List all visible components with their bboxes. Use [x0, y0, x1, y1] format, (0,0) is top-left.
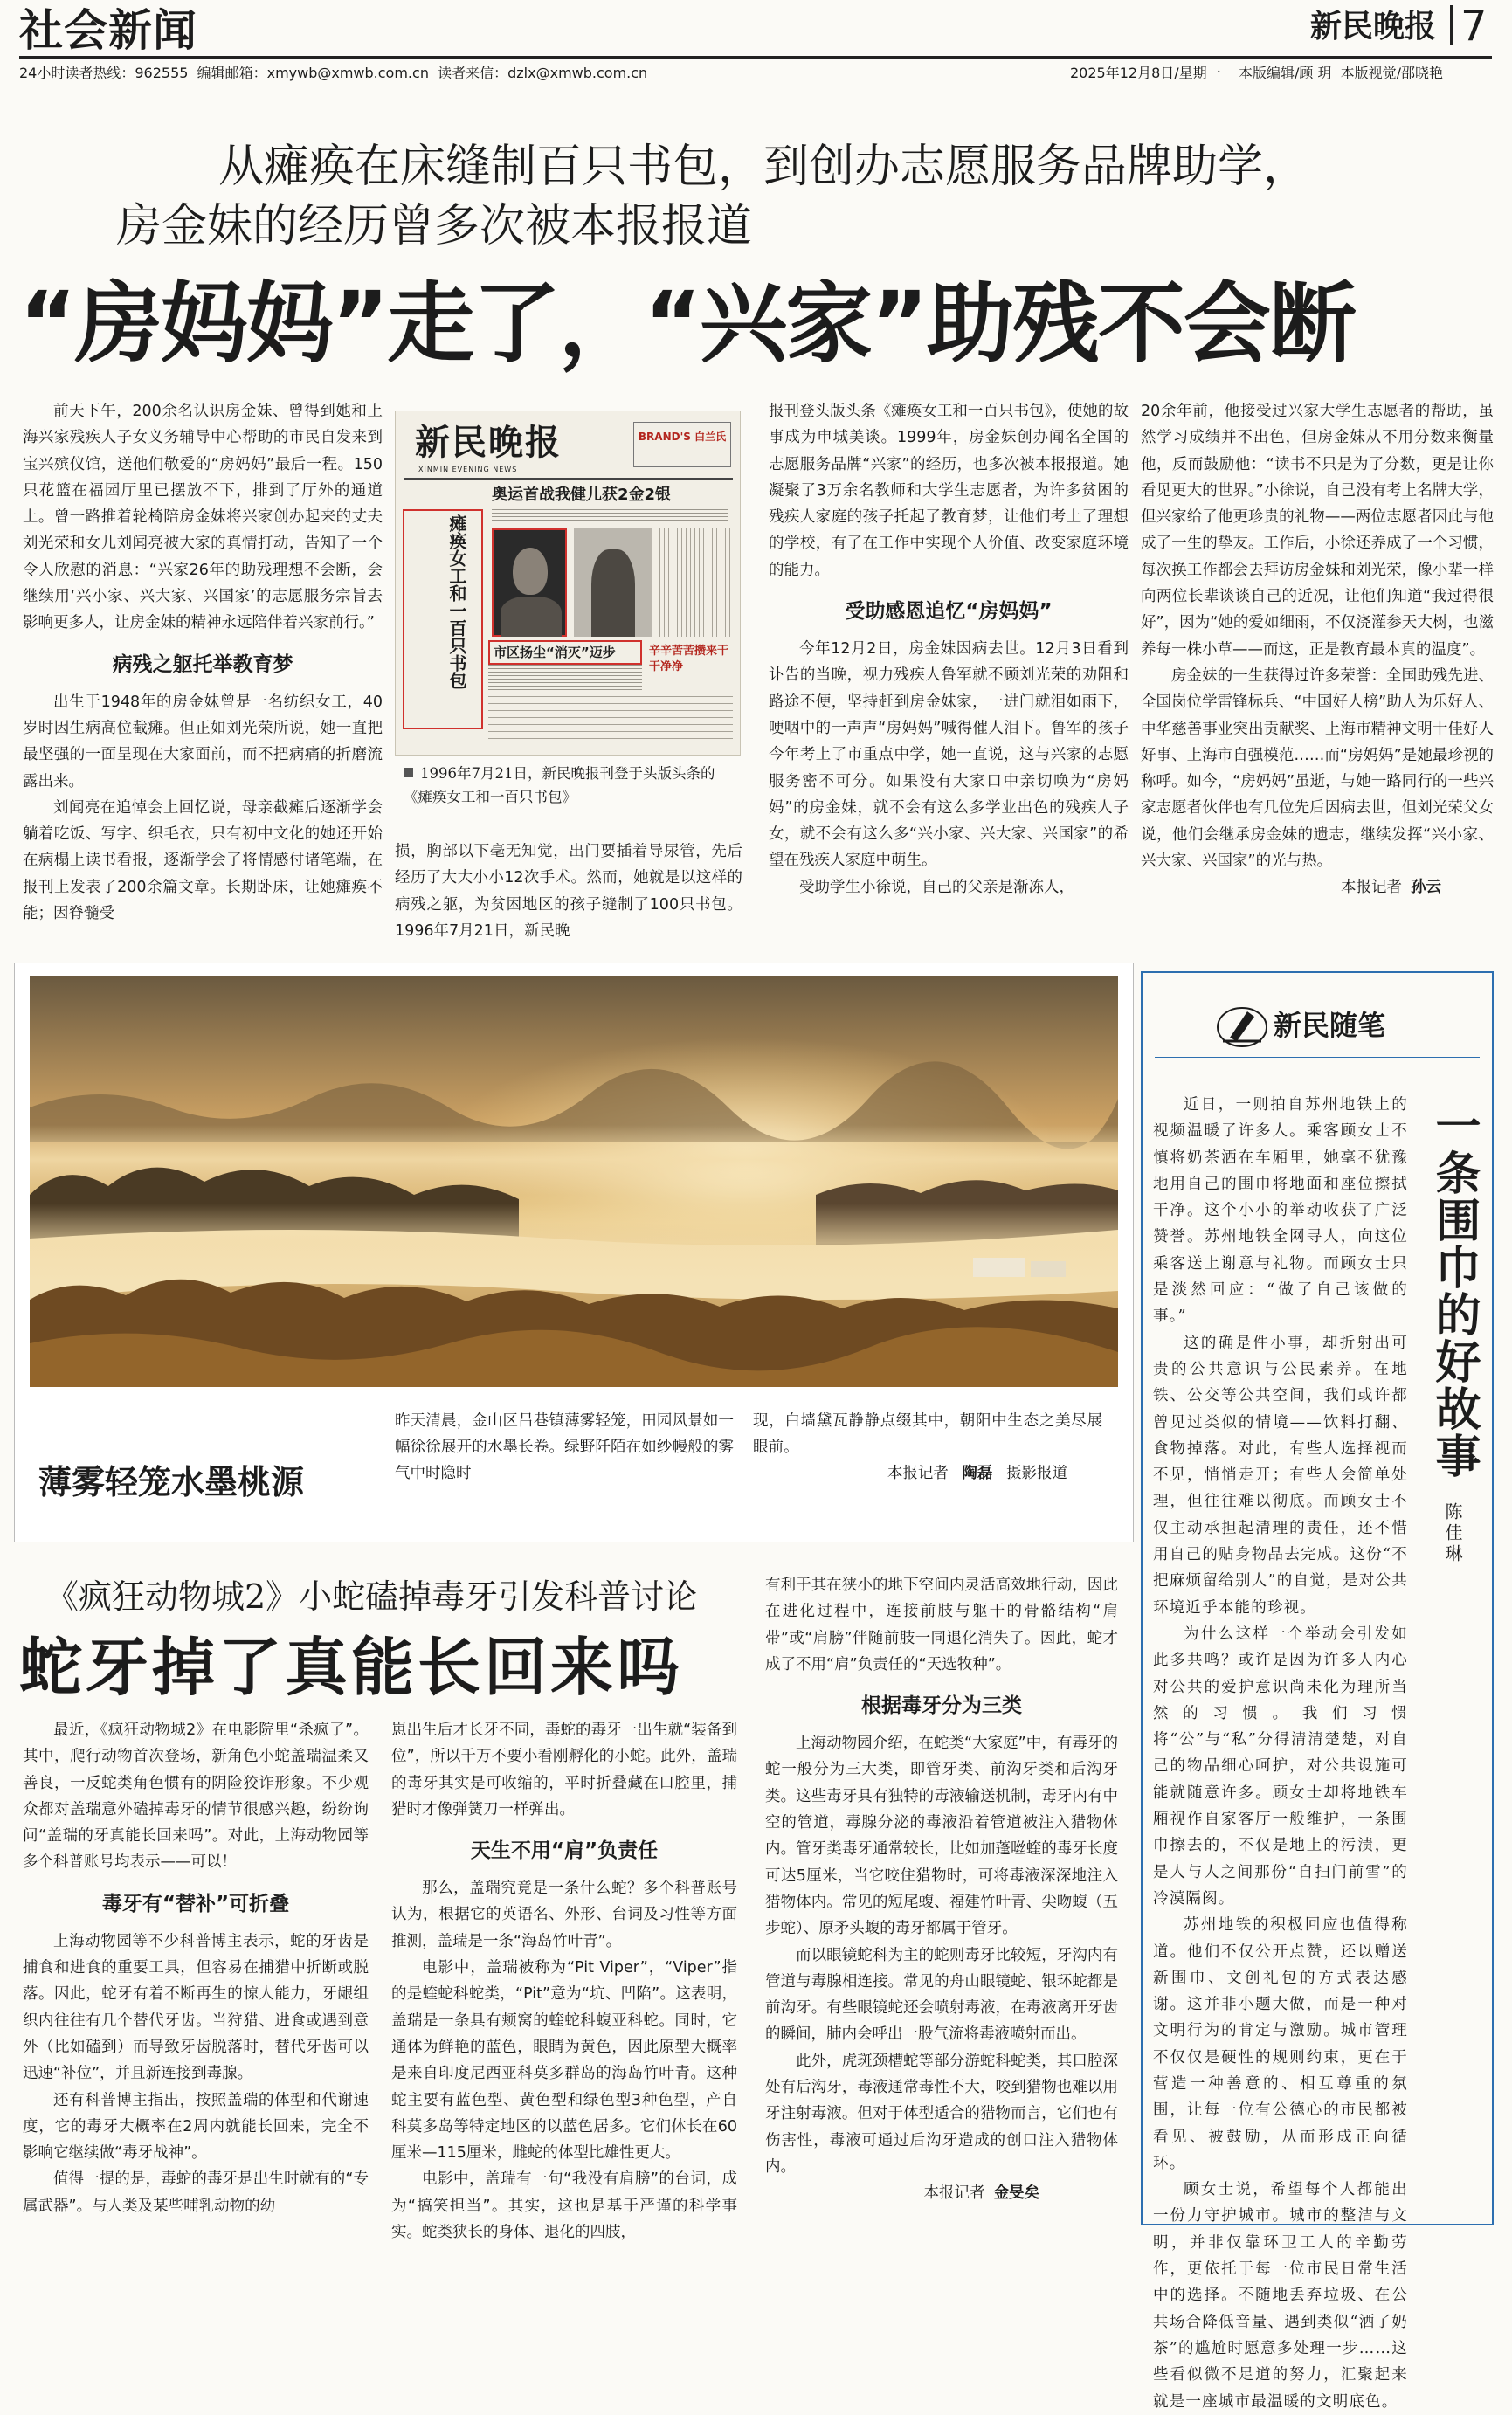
- paragraph: 这的确是件小事，却折射出可贵的公共意识与公民素养。在地铁、公交等公共空间，我们或许都曾见过类似的情境——饮料打翻、食物掉落。对此，有些人选择视而不见，悄悄走开；有些人会简单处理，但往往难以彻底。而顾女士不仅主动承担起清理的责任，还不惜用自己的贴身物品去完成。这份“不把麻烦留给别人”的自觉，是对公共环境近乎本能的珍视。: [1153, 1334, 1408, 1617]
- photo-feature-caption-1: 昨天清晨，金山区吕巷镇薄雾轻笼，田园风景如一幅徐徐展开的水墨长卷。绿野阡陌在如纱幔般的雾气中时隐时: [395, 1412, 734, 1482]
- subheading: 根据毒牙分为三类: [861, 1694, 1022, 1718]
- caption-text: 1996年7月21日，新民晚报刊登于头版头条的《瘫痪女工和一百只书包》: [404, 765, 715, 805]
- byline-label: 本报记者: [887, 1465, 949, 1482]
- subheading: 天生不用“肩”负责任: [470, 1839, 659, 1863]
- story2-column-2: [391, 1717, 737, 2242]
- clipping-side-text: [659, 528, 733, 637]
- white-houses-2: [1031, 1261, 1066, 1277]
- paragraph: 最近，《疯狂动物城2》在电影院里“杀疯了”。其中，爬行动物首次登场，新角色小蛇盖瑞温柔又善良，一反蛇类角色惯有的阴险狡诈形象。不少观众都对盖瑞意外磕掉毒牙的情节很感兴趣，纷纷询问“盖瑞的牙真能长回来吗”。对此，上海动物园等多个科普账号均表示——可以！: [23, 1722, 369, 1872]
- white-houses: [973, 1258, 1025, 1277]
- story1-column-4: [1141, 398, 1494, 947]
- paragraph: 受助学生小徐说，自己的父亲是渐冻人，: [799, 878, 1074, 896]
- subheading: 受助感恩追忆“房妈妈”: [845, 600, 1053, 624]
- paragraph: 近日，一则拍自苏州地铁上的视频温暖了许多人。乘客顾女士不慎将奶茶洒在车厢里，她毫不犹豫地用自己的围巾将地面和座位擦拭干净。这个小小的举动收获了广泛赞誉。苏州地铁全网寻人，向这位乘客送上谢意与礼物。而顾女士只是淡然回应：“做了自己该做的事。”: [1153, 1096, 1408, 1326]
- page-number: 7: [1460, 2, 1488, 51]
- paragraph: 为什么这样一个举动会引发如此多共鸣？或许是因为许多人内心对公共的爱护意识尚未化为理所当然的习惯。我们习惯将“公”与“私”分得清清楚楚，对自己的物品细心呵护，对公共设施可能就随意许多。顾女士却将地铁车厢视作自家客厅一般维护，一条围巾擦去的，不仅是地上的污渍，更是人与人之间那份“自扫门前雪”的冷漠隔阂。: [1153, 1625, 1408, 1908]
- column-divider: [1155, 1057, 1480, 1058]
- archive-clipping-photo: [395, 411, 741, 756]
- byline-name: 陶磊: [962, 1465, 993, 1482]
- byline: [1141, 874, 1494, 900]
- paragraph: 今年12月2日，房金妹因病去世。12月3日看到讣告的当晚，视力残疾人鲁军就不顾刘光荣的劝阻和路途不便，坚持赶到房金妹家，一进门就泪如雨下，哽咽中的一声声“房妈妈”喊得催人泪下。鲁军的孩子今年考上了市重点中学，她一直说，这与兴家的志愿服务密不可分。如果没有大家口中亲切唤为“房妈妈”的房金妹，就不会有这么多学业出色的残疾人子女，就不会有这么多“兴小家、兴大家、兴国家”的希望在残疾人家庭中萌生。: [769, 640, 1129, 870]
- paragraph: 苏州地铁的积极回应也值得称道。他们不仅公开点赞，还以赠送新围巾、文创礼包的方式表达感谢。这并非小题大做，而是一种对文明行为的肯定与激励。城市管理不仅仅是硬性的规则约束，更在于营造一种善意的、相互尊重的氛围，让每一位有公德心的市民都被看见、被鼓励，从而形成正向循环。: [1153, 1916, 1408, 2172]
- paragraph: 刘闻亮在追悼会上回忆说，母亲截瘫后逐渐学会躺着吃饭、写字、织毛衣，只有初中文化的她还开始在病榻上读书看报，逐渐学会了将情感付诸笔端，在报刊上发表了200余篇文章。长期卧床，让她瘫痪不能；因脊髓受: [23, 798, 383, 923]
- paragraph: 损，胸部以下毫无知觉，出门要插着导尿管，先后经历了大大小小12次手术。然而，她就是以这样的病残之躯，为贫困地区的孩子缝制了100只书包。1996年7月21日，新民晚: [395, 843, 742, 940]
- subheading: 毒牙有“替补”可折叠: [101, 1892, 290, 1915]
- paragraph: 崽出生后才长牙不同，毒蛇的毒牙一出生就“装备到位”，所以千万不要小看刚孵化的小蛇。此外，盖瑞的毒牙其实是可收缩的，平时折叠藏在口腔里，捕猎时才像弹簧刀一样弹出。: [391, 1722, 737, 1818]
- clipping-vertical-headline: 瘫痪女工和一百只书包: [446, 514, 467, 689]
- paragraph: 报刊登头版头条《瘫痪女工和一百只书包》，使她的故事成为申城美谈。1999年，房金妹创办闻名全国的志愿服务品牌“兴家”的经历，也多次被本报报道。她凝聚了3万余名教师和大学生志愿者，为许多贫困的残疾人家庭的孩子托起了教育梦，让他们考上了理想的学校，有了在工作中实现个人价值、改变家庭环境的能力。: [769, 403, 1129, 579]
- paragraph: 前天下午，200余名认识房金妹、曾得到她和上海兴家残疾人子女义务辅导中心帮助的市民自发来到宝兴殡仪馆，送他们敬爱的“房妈妈”最后一程。150只花篮在福园厅里已摆放不下，排到了厅外的通道上。曾一路推着轮椅陪房金妹将兴家创办起来的丈夫刘光荣和女儿刘闻亮被大家的真情打动，告知了一个令人欣慰的消息：“兴家26年的助残理想不会断，会继续用‘兴小家、兴大家、兴国家’的志愿服务宗旨去影响更多人，让房金妹的精神永远陪伴着兴家前行。”: [23, 403, 383, 632]
- story1-column-3: [769, 398, 1129, 947]
- byline: [765, 2180, 1118, 2206]
- paragraph: 出生于1948年的房金妹曾是一名纺织女工，40岁时因生病高位截瘫。但正如刘光荣所说，她一直把最坚强的一面呈现在大家面前，而不把病痛的折磨流露出来。: [23, 693, 383, 790]
- paragraph: 有利于其在狭小的地下空间内灵活高效地行动，因此在进化过程中，连接前肢与躯干的骨骼结构“肩带”或“肩膀”伴随前肢一同退化消失了。因此，蛇才成了不用“肩”负责任的“天选牧种”。: [765, 1577, 1118, 1673]
- header-rule: [19, 56, 1492, 59]
- paragraph: 此外，虎斑颈槽蛇等部分游蛇科蛇类，其口腔深处有后沟牙，毒液通常毒性不大，咬到猎物也难以用牙注射毒液。但对于体型适合的猎物而言，它们也有伤害性，毒液可通过后沟牙造成的创口注入猎物体内。: [765, 2052, 1118, 2176]
- story2-headline: 蛇牙掉了真能长回来吗: [19, 1631, 684, 1704]
- clipping-topline: [404, 478, 733, 480]
- clipping-text-block: [492, 509, 728, 523]
- issue-date: 2025年12月8日/星期一: [1070, 65, 1221, 81]
- column-brand: [1216, 1003, 1399, 1048]
- paragraph: 而以眼镜蛇科为主的蛇则毒牙比较短，牙沟内有管道与毒腺相连接。常见的舟山眼镜蛇、银环蛇都是前沟牙。有些眼镜蛇还会喷射毒液，在毒液离开牙齿的瞬间，肺内会呼出一股气流将毒液喷射而出。: [765, 1946, 1118, 2044]
- clipping-masthead: 新民晚报: [415, 422, 562, 463]
- caption-text: 现，白墙黛瓦静静点缀其中，朝阳中生态之美尽展眼前。: [753, 1412, 1102, 1456]
- paragraph: 值得一提的是，毒蛇的毒牙是出生时就有的“专属武器”。与人类及某些哺乳动物的幼: [23, 2170, 369, 2215]
- paragraph: 上海动物园等不少科普博主表示，蛇的牙齿是捕食和进食的重要工具，但容易在捕猎中折断或脱落。因此，蛇牙有着不断再生的惊人能力，牙龈组织内往往有几个替代牙齿。当狩猎、进食或遇到意外（比如磕到）而导致牙齿脱落时，替代牙齿可以迅速“补位”，并且新连接到毒腺。: [23, 1932, 369, 2083]
- paragraph: 那么，盖瑞究竟是一条什么蛇？多个科普账号认为，根据它的英语名、外形、台词及习性等方面推测，盖瑞是一条“海岛竹叶青”。: [391, 1880, 737, 1950]
- clipping-ad: BRAND'S 白兰氏: [633, 422, 731, 467]
- story1-kicker-line2: 房金妹的经历曾多次被本报报道: [116, 200, 753, 252]
- byline-label: 本报记者: [1341, 879, 1402, 897]
- column-title: 一条围巾的好故事: [1427, 1102, 1480, 1480]
- paragraph: 电影中，盖瑞有一句“我没有肩膀”的台词，成为“搞笑担当”。其实，这也是基于严谨的科学事实。蛇类狭长的身体、退化的四肢，: [391, 2170, 737, 2242]
- clipping-bottom-text: [488, 696, 733, 745]
- misty-landscape-photo: [30, 976, 1118, 1387]
- portrait-face: [513, 548, 548, 595]
- fog-band-2: [30, 1204, 1118, 1282]
- editors-credit: 本版编辑/顾 玥 本版视觉/邵晓艳: [1239, 65, 1444, 81]
- byline-suffix: 摄影报道: [1006, 1465, 1067, 1482]
- paragraph: 20余年前，他接受过兴家大学生志愿者的帮助，虽然学习成绩并不出色，但房金妹从不用分数来衡量他，反而鼓励他：“读书不只是为了分数，更是让你看见更大的世界。”小徐说，自己没有考上名牌大学，但兴家给了他更珍贵的礼物——两位志愿者因此与他成了一生的挚友。工作后，小徐还养成了一个习惯，每次换工作都会去拜访房金妹和刘光荣，像小辈一样向两位长辈谈谈自己的近况，让他们知道“我过得很好”，因为“她的爱如细雨，不仅浇灌参天大树，也滋养每一株小草——而这，正是教育最本真的温度”。: [1141, 403, 1494, 659]
- photo-byline: [753, 1460, 1102, 1487]
- caption-square-icon: [404, 768, 413, 777]
- clipping-headline-top: 奥运首战我健儿获2金2银: [492, 486, 672, 504]
- story2-kicker: 《疯狂动物城2》小蛇磕掉毒牙引发科普讨论: [45, 1577, 698, 1616]
- clipping-headline-bottom: 辛辛苦苦攒来干干净净: [649, 645, 729, 673]
- byline-name: 孙云: [1411, 879, 1441, 897]
- story2-column-3: [765, 1572, 1118, 2232]
- story2-column-1: [23, 1717, 369, 2232]
- column-author: 陈佳琳: [1442, 1502, 1463, 1565]
- byline-label: 本报记者: [923, 2184, 985, 2203]
- clipping-headline-mid: 市区扬尘“消灭”迈步: [488, 640, 642, 665]
- portrait-shoulders: [501, 597, 562, 637]
- photo-feature-title: 薄雾轻笼水墨桃源: [38, 1462, 305, 1501]
- story1-headline: “房妈妈”走了，“兴家”助残不会断: [19, 273, 1355, 375]
- byline-name: 金旻矣: [993, 2184, 1039, 2203]
- clipping-lower-text: [488, 665, 642, 691]
- clipping-photo-2: [574, 528, 652, 637]
- clipping-masthead-en: XINMIN EVENING NEWS: [418, 466, 518, 473]
- paragraph: 电影中，盖瑞被称为“Pit Viper”，“Viper”指的是蝰蛇科蛇类，“Pit”意为“坑、凹陷”。这表明，盖瑞是一条具有颊窝的蝰蛇科蝮亚科蛇。同时，它通体为鲜艳的蓝色，眼睛为黄色，因此原型大概率是来自印度尼西亚科莫多群岛的海岛竹叶青。这种蛇主要有蓝色型、黄色型和绿色型3种色型，产自科莫多岛等特定地区的以蓝色居多。它们体长在60厘米—115厘米，雌蛇的体型比雄性更大。: [391, 1959, 737, 2163]
- masthead-title: 新民晚报: [1310, 8, 1437, 45]
- section-title: 社会新闻: [19, 5, 197, 56]
- subheading: 病残之躯托举教育梦: [112, 652, 293, 676]
- paragraph: 上海动物园介绍，在蛇类“大家庭”中，有毒牙的蛇一般分为三大类，即管牙类、前沟牙类和后沟牙类。这些毒牙具有独特的毒液输送机制，毒牙内有中空的管道，毒腺分泌的毒液沿着管道被注入猎物体内。管牙类毒牙通常较长，比如加蓬咝蝰的毒牙长度可达5厘米，当它咬住猎物时，可将毒液深深地注入猎物体内。常见的短尾蝮、福建竹叶青、尖吻蝮（五步蛇）、原矛头蝮的毒牙都属于管牙。: [765, 1735, 1118, 1938]
- contact-line: 24小时读者热线：962555 编辑邮箱：xmywb@xmwb.com.cn 读者来信：dzlx@xmwb.com.cn: [19, 65, 648, 81]
- page-header: [0, 0, 1512, 89]
- column-body: [1153, 1092, 1408, 2411]
- paragraph: 顾女士说，希望每个人都能出一份力守护城市。城市的整洁与文明，并非仅靠环卫工人的辛勤劳作，更依托于每一位市民日常生活中的选择。不随地丢弃垃圾、在公共场合降低音量、遇到类似“洒了奶茶”的尴尬时愿意多处理一步……这些看似微不足道的努力，汇聚起来就是一座城市最温暖的文明底色。: [1153, 2181, 1408, 2411]
- header-divider: [1450, 5, 1453, 45]
- photo-figure: [591, 549, 635, 637]
- column-brand-text: 新民随笔: [1274, 1009, 1386, 1042]
- paragraph: 房金妹的一生获得过许多荣誉：全国助残先进、全国岗位学雷锋标兵、“中国好人榜”助人为乐好人、中华慈善事业突出贡献奖、上海市精神文明十佳好人好事、上海市自强模范……而“房妈妈”是她最珍视的称呼。如今，“房妈妈”虽逝，与她一路同行的一些兴家志愿者伙伴也有几位先后因病去世，但刘光荣父女说，他们会继承房金妹的遗志，继续发挥“兴小家、兴大家、兴国家”的光与热。: [1141, 666, 1494, 871]
- clipping-portrait-frame: [492, 528, 567, 637]
- paragraph: 还有科普博主指出，按照盖瑞的体型和代谢速度，它的毒牙大概率在2周内就能长回来，完全不影响它继续做“毒牙战神”。: [23, 2091, 369, 2163]
- photo-caption: [404, 762, 735, 809]
- story1-kicker-line1: 从瘫痪在床缝制百只书包，到创办志愿服务品牌助学，: [218, 141, 1309, 193]
- story1-column-2: [395, 838, 742, 947]
- story1-column-1: [23, 398, 383, 940]
- photo-feature-caption-2: [753, 1408, 1102, 1487]
- pen-nib-icon: [1216, 1003, 1268, 1048]
